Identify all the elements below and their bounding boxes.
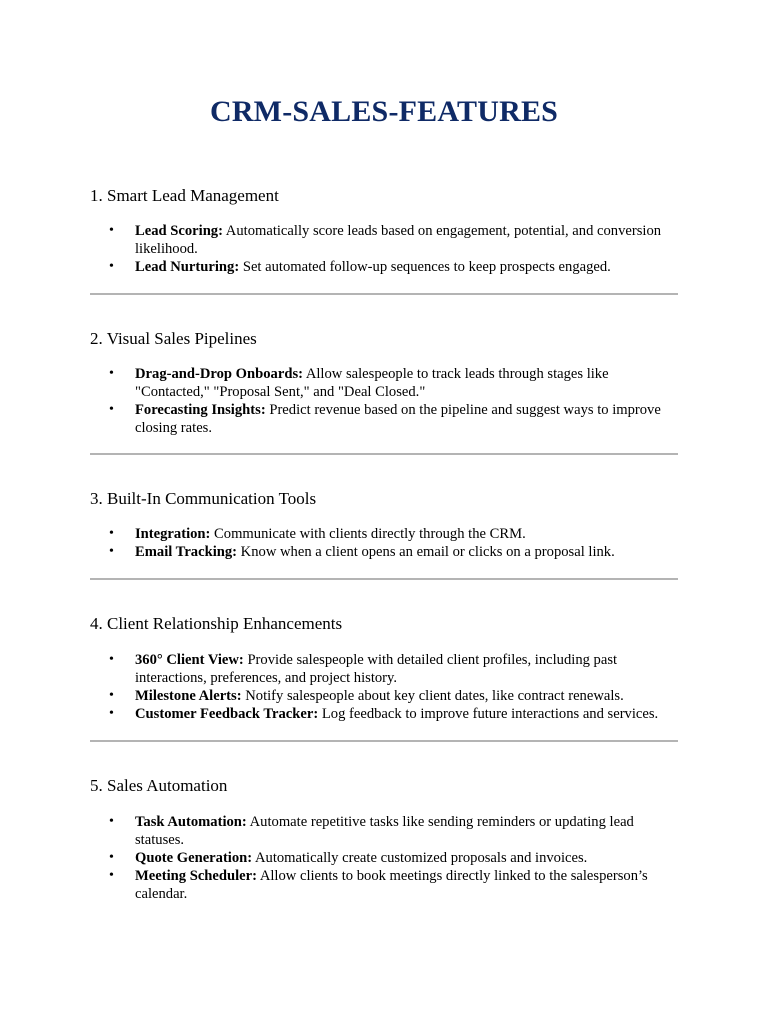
section-divider xyxy=(90,740,678,742)
section-list-communication-tools xyxy=(90,525,678,561)
list-item xyxy=(135,525,678,543)
item-term: Drag-and-Drop Onboards: xyxy=(135,366,303,382)
item-text: Automatically score leads based on engagement, potential, and conversion likelihood. xyxy=(135,223,662,257)
section-list-client-relationship xyxy=(90,651,678,723)
item-text: Set automated follow-up sequences to keep prospects engaged. xyxy=(239,259,611,275)
list-item xyxy=(135,867,678,903)
section-list-visual-sales-pipelines xyxy=(90,365,678,437)
item-term: Lead Nurturing: xyxy=(135,259,240,275)
list-item xyxy=(135,849,678,867)
section-heading-sales-automation: 5. Sales Automation xyxy=(90,776,228,795)
item-term: 360° Client View: xyxy=(135,652,244,668)
section-list-sales-automation xyxy=(90,813,678,903)
document-title: CRM-SALES-FEATURES xyxy=(209,95,559,128)
section-heading-client-relationship: 4. Client Relationship Enhancements xyxy=(90,614,343,633)
list-item xyxy=(135,365,678,401)
item-term: Milestone Alerts: xyxy=(135,688,242,704)
list-item xyxy=(135,222,678,258)
item-term: Integration: xyxy=(135,526,211,542)
list-item xyxy=(135,401,678,437)
item-text: Know when a client opens an email or clicks on a proposal link. xyxy=(237,544,615,560)
item-text: Allow salespeople to track leads through stages like "Contacted," "Proposal Sent," and "Deal Closed." xyxy=(135,366,609,400)
item-term: Customer Feedback Tracker: xyxy=(135,706,319,722)
item-text: Automate repetitive tasks like sending reminders or updating lead statuses. xyxy=(135,814,634,848)
list-item xyxy=(135,651,678,687)
item-term: Email Tracking: xyxy=(135,544,238,560)
section-heading-smart-lead-management: 1. Smart Lead Management xyxy=(90,186,279,205)
list-item xyxy=(135,258,678,276)
section-list-smart-lead-management xyxy=(90,222,678,276)
item-text: Allow clients to book meetings directly linked to the salesperson’s calendar. xyxy=(135,868,648,902)
list-item xyxy=(135,543,678,561)
item-text: Automatically create customized proposals and invoices. xyxy=(252,850,588,866)
item-term: Quote Generation: xyxy=(135,850,253,866)
item-text: Provide salespeople with detailed client profiles, including past interactions, preferences, and project history. xyxy=(135,652,618,686)
list-item xyxy=(135,687,678,705)
section-divider xyxy=(90,578,678,580)
item-term: Task Automation: xyxy=(135,814,247,830)
item-term: Meeting Scheduler: xyxy=(135,868,257,884)
item-text: Communicate with clients directly through the CRM. xyxy=(210,526,526,542)
list-item xyxy=(135,813,678,849)
section-divider xyxy=(90,293,678,295)
section-heading-visual-sales-pipelines: 2. Visual Sales Pipelines xyxy=(90,329,257,348)
item-text: Predict revenue based on the pipeline and suggest ways to improve closing rates. xyxy=(135,402,661,436)
section-heading-communication-tools: 3. Built-In Communication Tools xyxy=(90,489,317,508)
item-term: Forecasting Insights: xyxy=(135,402,266,418)
list-item xyxy=(135,705,678,723)
section-divider xyxy=(90,453,678,455)
item-text: Notify salespeople about key client dates, like contract renewals. xyxy=(241,688,624,704)
item-term: Lead Scoring: xyxy=(135,223,223,239)
item-text: Log feedback to improve future interactions and services. xyxy=(318,706,659,722)
